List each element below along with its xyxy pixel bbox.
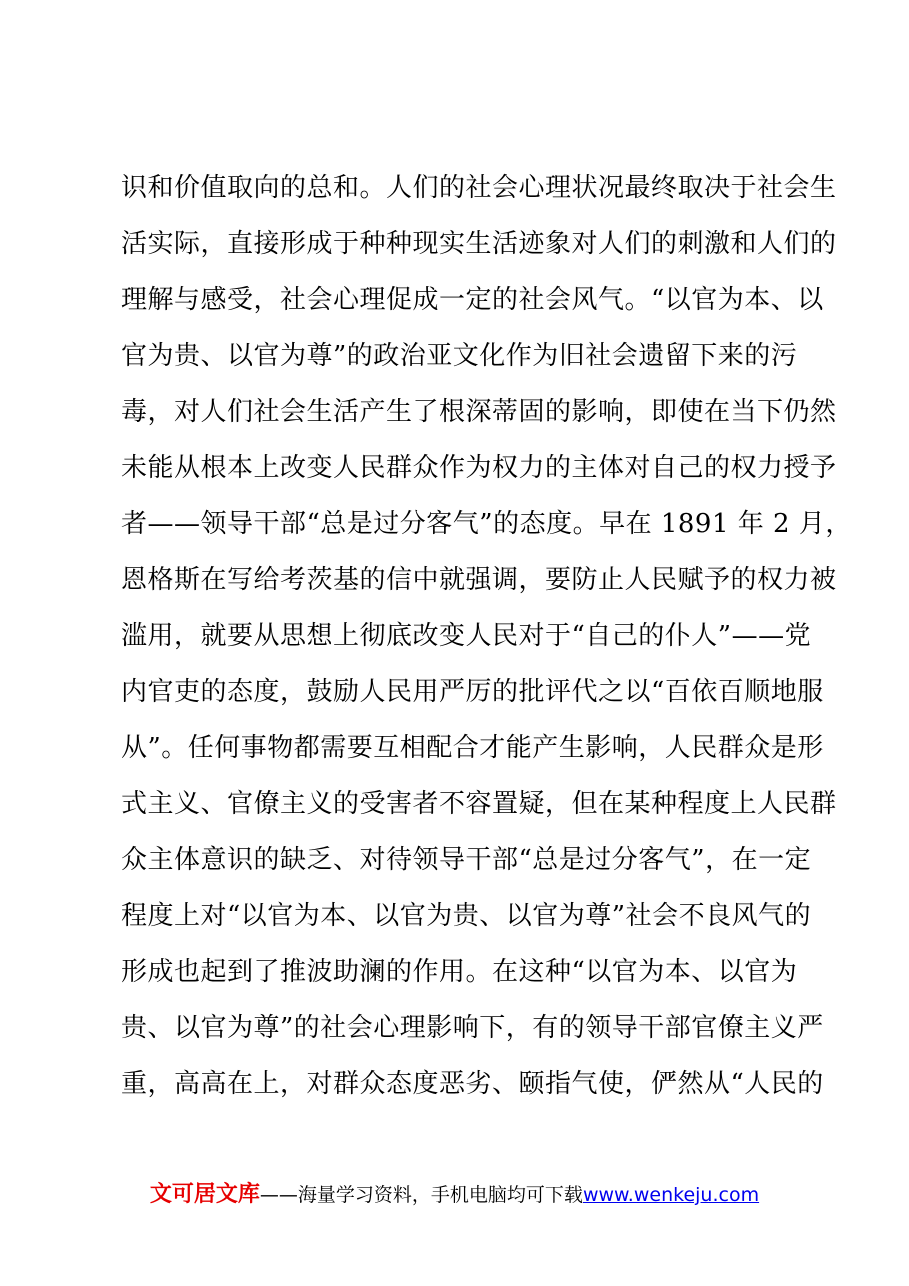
text-line: 未能从根本上改变人民群众作为权力的主体对自己的权力授予: [121, 453, 837, 483]
text-line: 恩格斯在写给考茨基的信中就强调，要防止人民赋予的权力被: [121, 565, 837, 595]
footer-brand: 文可居文库: [149, 1182, 260, 1207]
text-line: 式主义、官僚主义的受害者不容置疑，但在某种程度上人民群: [121, 789, 837, 819]
body-text: [121, 160, 852, 1112]
text-line: 从”。任何事物都需要互相配合才能产生影响，人民群众是形: [121, 733, 824, 763]
text-line: 形成也起到了推波助澜的作用。在这种“以官为本、以官为: [121, 957, 798, 987]
text-line: 内官吏的态度，鼓励人民用严厉的批评代之以“百依百顺地服: [121, 677, 824, 707]
text-line: 理解与感受，社会心理促成一定的社会风气。“以官为本、以: [121, 285, 824, 315]
footer-dash: ——: [259, 1184, 298, 1206]
footer-description: 海量学习资料，手机电脑均可下载: [297, 1184, 583, 1206]
footer: [0, 1180, 909, 1210]
text-line: 识和价值取向的总和。人们的社会心理状况最终取决于社会生: [121, 173, 837, 203]
text-line: 重，高高在上，对群众态度恶劣、颐指气使，俨然从“人民的: [121, 1069, 824, 1099]
text-line: 众主体意识的缺乏、对待领导干部“总是过分客气”，在一定: [121, 845, 812, 875]
text-line: 贵、以官为尊”的社会心理影响下，有的领导干部官僚主义严: [121, 1013, 824, 1043]
footer-link[interactable]: www.wenkeju.com: [582, 1184, 760, 1206]
text-line: 活实际，直接形成于种种现实生活迹象对人们的刺激和人们的: [121, 229, 837, 259]
text-line: 程度上对“以官为本、以官为贵、以官为尊”社会不良风气的: [121, 901, 812, 931]
text-line: 官为贵、以官为尊”的政治亚文化作为旧社会遗留下来的污: [121, 341, 798, 371]
text-line: 毒，对人们社会生活产生了根深蒂固的影响，即使在当下仍然: [121, 397, 837, 427]
text-line: 者——领导干部“总是过分客气”的态度。早在 1891 年 2 月，: [121, 509, 852, 539]
text-line: 滥用，就要从思想上彻底改变人民对于“自己的仆人”——党: [121, 621, 812, 651]
